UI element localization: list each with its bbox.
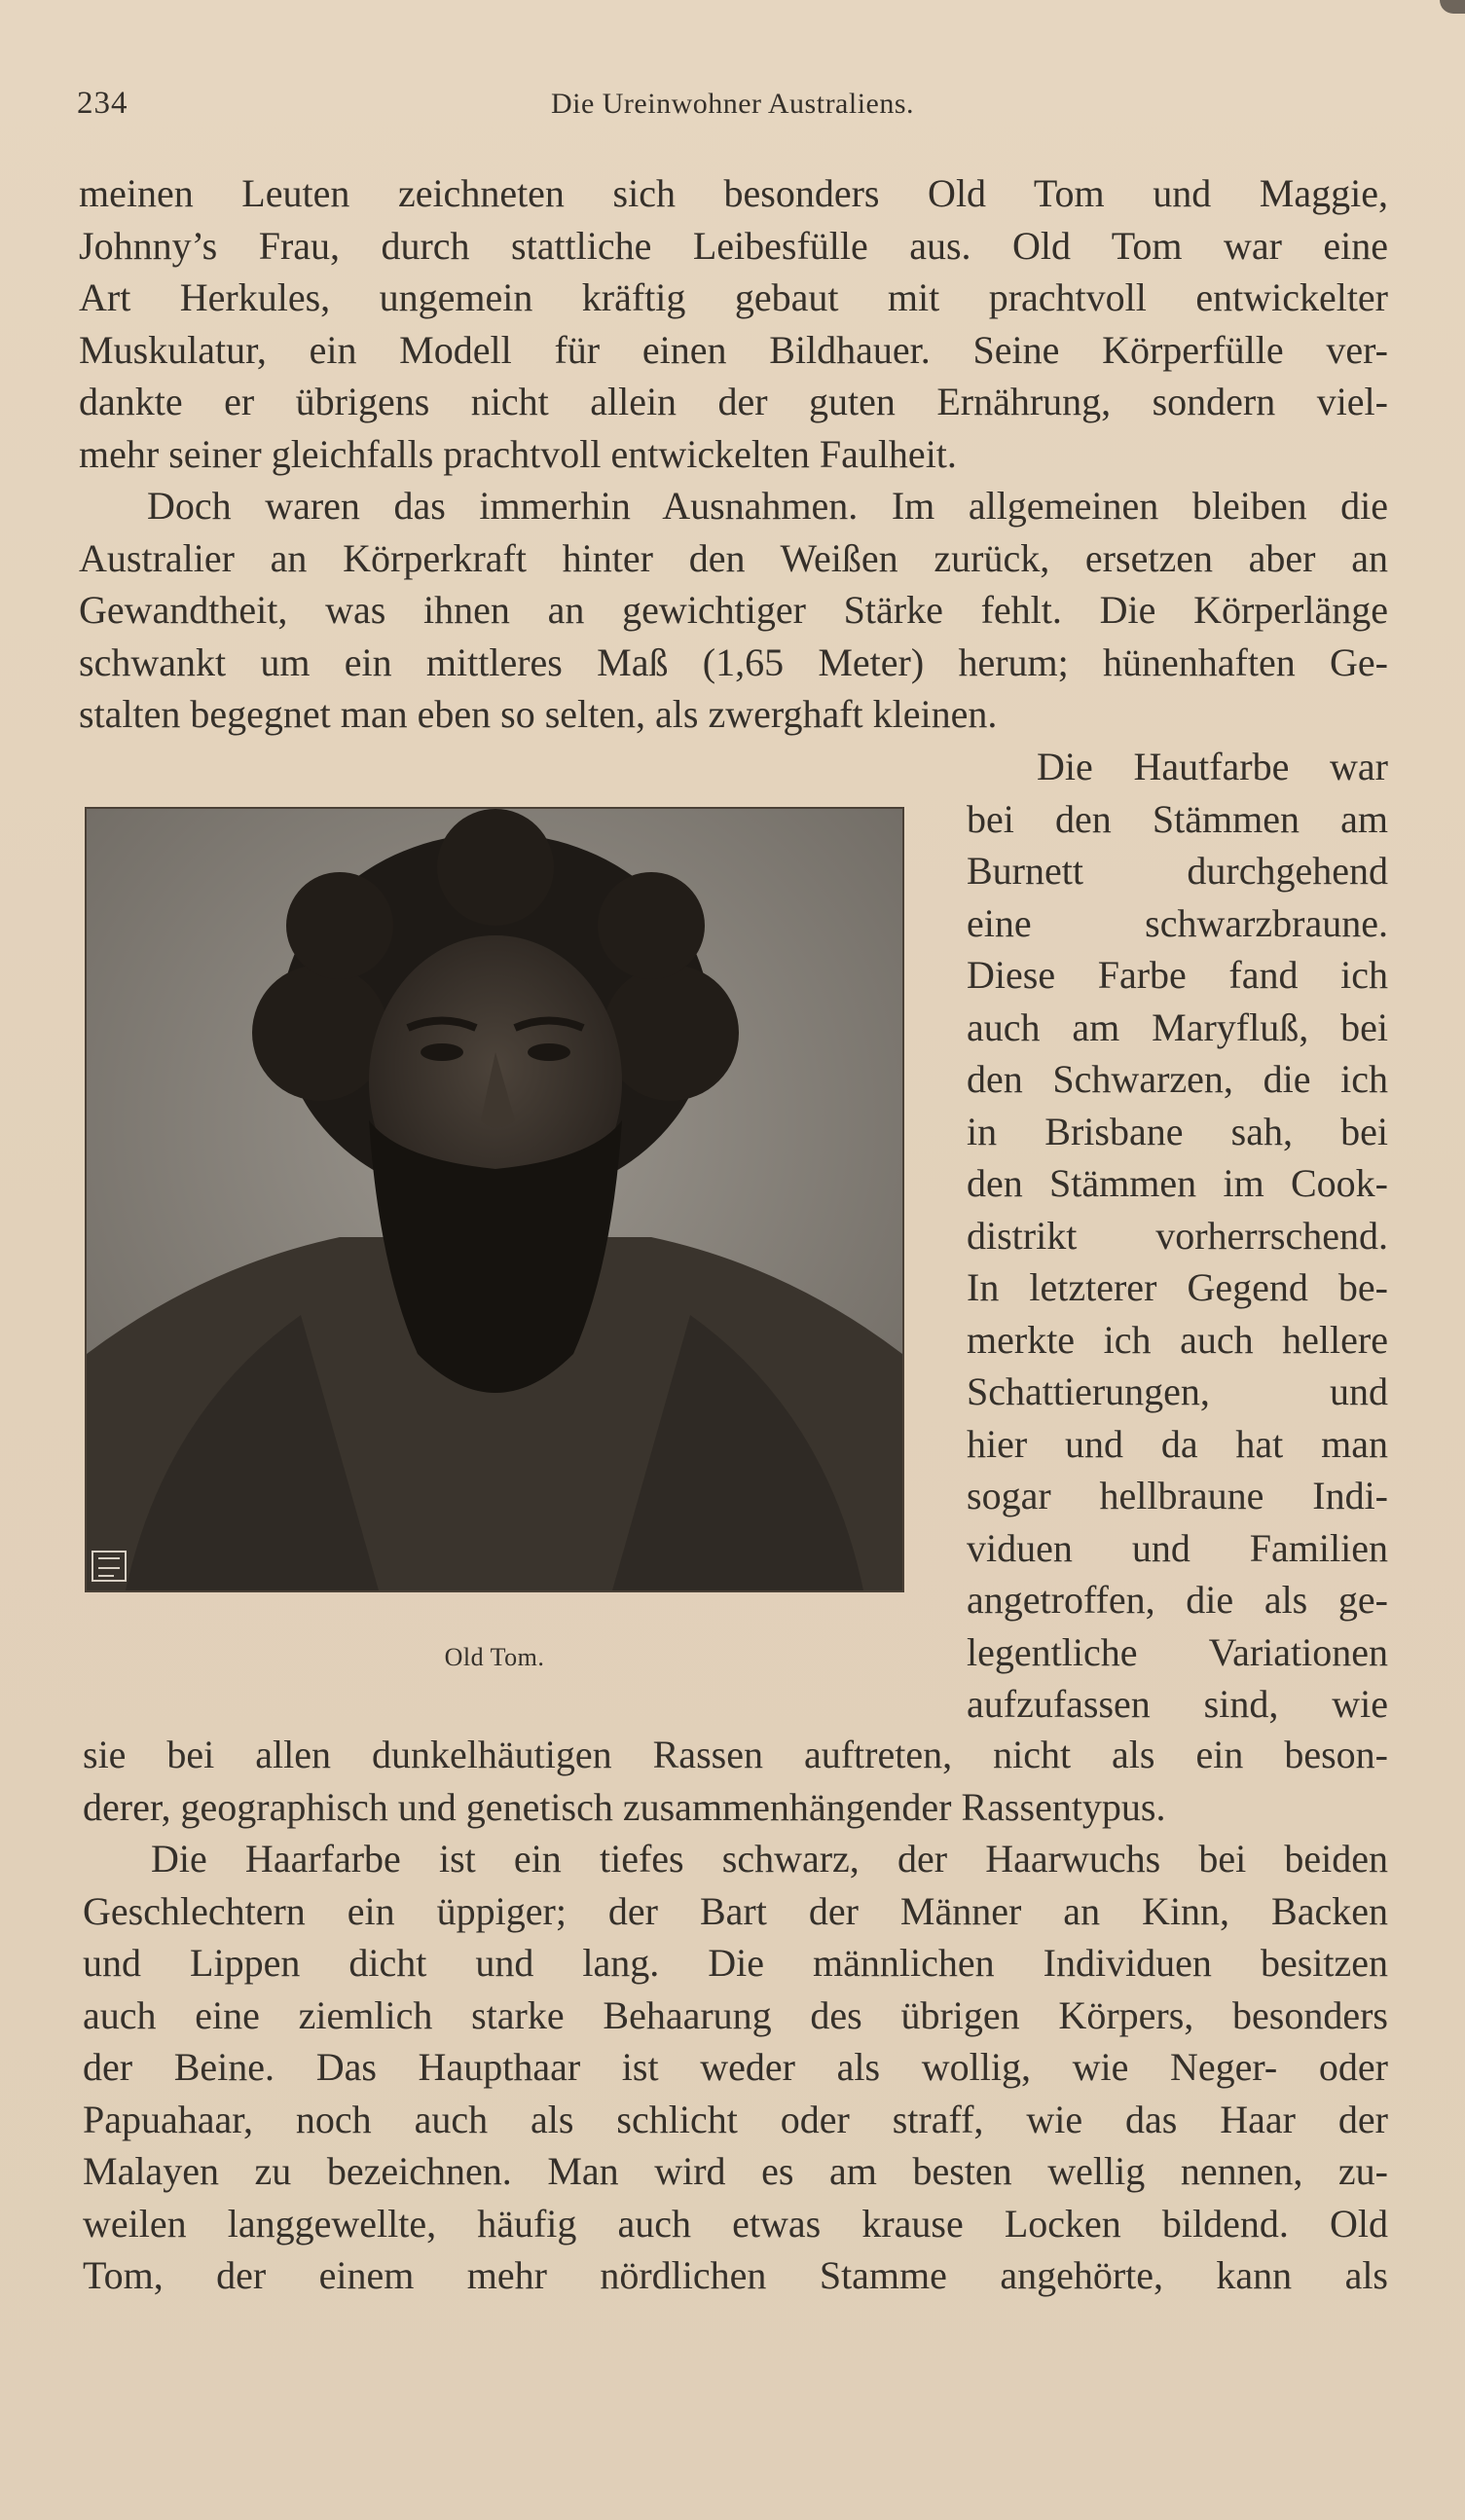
text-line: Diese Farbe fand ich [967, 953, 1388, 997]
text-line: schwankt um ein mittleres Maß (1,65 Meter) herum; hünenhaften Ge- [79, 639, 1388, 684]
figure-caption: Old Tom. [444, 1643, 545, 1671]
text-line: Burnett durchgehend [967, 849, 1388, 893]
text-line: Muskulatur, ein Modell für einen Bildhauer. Seine Körperfülle ver- [79, 327, 1388, 372]
text-line: weilen langgewellte, häufig auch etwas krause Locken bildend. Old [83, 2201, 1388, 2246]
text-line: sie bei allen dunkelhäutigen Rassen auftreten, nicht als ein beson- [83, 1733, 1388, 1776]
text-line: merkte ich auch hellere [967, 1317, 1388, 1362]
text-line: Papuahaar, noch auch als schlicht oder straff, wie das Haar der [83, 2097, 1388, 2141]
text-line: meinen Leuten zeichneten sich besonders Old Tom und Maggie, [79, 171, 1388, 215]
text-line: sogar hellbraune Indi- [967, 1474, 1388, 1517]
text-line: auch am Maryfluß, bei [967, 1004, 1388, 1049]
text-line: den Schwarzen, die ich [967, 1057, 1388, 1101]
text-line: angetroffen, die als ge- [967, 1578, 1388, 1622]
text-line: Malayen zu bezeichnen. Man wird es am besten wellig nennen, zu- [83, 2149, 1388, 2193]
text-line: Doch waren das immerhin Ausnahmen. Im allgemeinen bleiben die [147, 484, 1388, 528]
text-line: den Stämmen im Cook- [967, 1161, 1388, 1205]
text-line: In letzterer Gegend be- [967, 1265, 1388, 1309]
text-line: dankte er übrigens nicht allein der guten Ernährung, sondern viel- [79, 380, 1388, 423]
text-line: legentliche Variationen [967, 1629, 1388, 1674]
portrait-photo [85, 807, 904, 1592]
text-line: der Beine. Das Haupthaar ist weder als wollig, wie Neger- oder [83, 2045, 1388, 2089]
text-line: hier und da hat man [967, 1421, 1388, 1466]
text-line: Tom, der einem mehr nördlichen Stamme angehörte, kann als [83, 2253, 1388, 2297]
text-line: stalten begegnet man eben so selten, als zwerghaft kleinen. [79, 692, 998, 736]
text-line: viduen und Familien [967, 1525, 1388, 1570]
text-line: Die Hautfarbe war [1037, 745, 1388, 788]
text-line: aufzufassen sind, wie [967, 1682, 1388, 1726]
text-line: in Brisbane sah, bei [967, 1109, 1388, 1153]
text-line: eine schwarzbraune. [967, 900, 1388, 945]
portrait-photo-icon [87, 809, 902, 1590]
body-text-side [967, 741, 1388, 1731]
text-line: derer, geographisch und genetisch zusammenhängender Rassentypus. [83, 1784, 1166, 1829]
text-line: distrikt vorherrschend. [967, 1213, 1388, 1258]
text-line: und Lippen dicht und lang. Die männlichen Individuen besitzen [83, 1941, 1388, 1985]
page-header [77, 86, 1388, 125]
text-line: mehr seiner gleichfalls prachtvoll entwickelten Faulheit. [79, 431, 957, 476]
running-head: Die Ureinwohner Australiens. [550, 88, 915, 120]
text-line: bei den Stämmen am [967, 796, 1388, 841]
text-line: Geschlechtern ein üppiger; der Bart der Männer an Kinn, Backen [83, 1888, 1388, 1933]
text-line: Die Haarfarbe ist ein tiefes schwarz, der Haarwuchs bei beiden [151, 1837, 1388, 1881]
text-line: Schattierungen, und [967, 1370, 1388, 1413]
body-text-bottom [83, 1729, 1388, 2302]
text-line: auch eine ziemlich starke Behaarung des übrigen Körpers, besonders [83, 1992, 1388, 2037]
body-text-top [79, 167, 1388, 741]
text-line: Johnny’s Frau, durch stattliche Leibesfülle aus. Old Tom war eine [79, 223, 1388, 268]
page-number: 234 [77, 86, 128, 121]
text-line: Australier an Körperkraft hinter den Weißen zurück, ersetzen aber an [79, 535, 1388, 580]
text-line: Gewandtheit, was ihnen an gewichtiger Stärke fehlt. Die Körperlänge [79, 588, 1388, 632]
page-corner-shadow [1440, 0, 1465, 14]
text-line: Art Herkules, ungemein kräftig gebaut mit prachtvoll entwickelter [79, 275, 1388, 319]
